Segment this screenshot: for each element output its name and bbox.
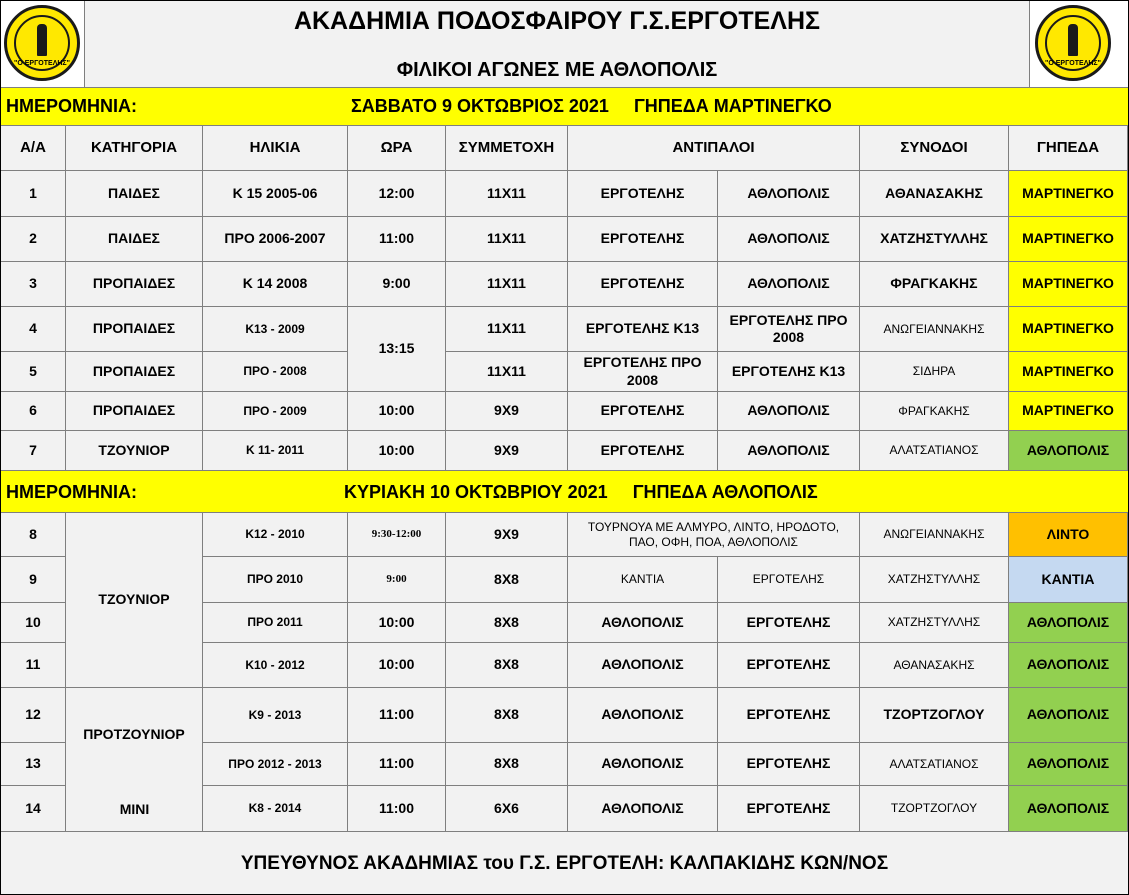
age-cell: ΠΡΟ 2006-2007 [203,217,348,262]
escort-cell: ΤΖΟΡΤΖΟΓΛΟΥ [860,786,1009,832]
column-header: ΗΛΙΚΙΑ [203,126,348,171]
age-cell: Κ 14 2008 [203,262,348,307]
category-cell: ΠΡΟΠΑΙΔΕΣ [66,352,203,392]
opponent-home-cell: ΑΘΛΟΠΟΛΙΣ [568,786,718,832]
escort-cell: ΦΡΑΓΚΑΚΗΣ [860,392,1009,431]
opponent-home-cell: ΑΘΛΟΠΟΛΙΣ [568,743,718,786]
category-cell: ΠΑΙΔΕΣ [66,171,203,217]
time-cell: 9:00 [348,557,446,603]
column-header: ΩΡΑ [348,126,446,171]
time-cell: 11:00 [348,217,446,262]
opponent-away-cell: ΑΘΛΟΠΟΛΙΣ [718,262,860,307]
time-cell: 10:00 [348,643,446,688]
escort-cell: ΑΘΑΝΑΣΑΚΗΣ [860,643,1009,688]
category-cell: ΤΖΟΥΝΙΟΡ [66,431,203,471]
format-cell: 11Χ11 [446,262,568,307]
age-cell: Κ 11- 2011 [203,431,348,471]
row-number: 7 [1,431,66,471]
logo-text: "Ο ΕΡΓΟΤΕΛΗΣ" [1045,60,1101,67]
footer-text: ΥΠΕΥΘΥΝΟΣ ΑΚΑΔΗΜΙΑΣ του Γ.Σ. ΕΡΓΟΤΕΛΗ: ΚΑΛΠΑΚΙΔΗΣ ΚΩΝ/ΝΟΣ [240,853,889,874]
opponent-home-cell: ΕΡΓΟΤΕΛΗΣ [568,262,718,307]
opponent-away-cell: ΕΡΓΟΤΕΛΗΣ Κ13 [718,352,860,392]
time-cell: 10:00 [348,603,446,643]
time-cell: 12:00 [348,171,446,217]
date-value: ΚΥΡΙΑΚΗ 10 ΟΚΤΩΒΡΙΟΥ 2021 ΓΗΠΕΔΑ ΑΘΛΟΠΟΛΙΣ [344,482,818,502]
format-cell: 8Χ8 [446,603,568,643]
row-number: 9 [1,557,66,603]
date-label: ΗΜΕΡΟΜΗΝΙΑ: [6,482,137,502]
opponent-home-cell: ΕΡΓΟΤΕΛΗΣ [568,392,718,431]
logo-right-box [1029,1,1128,88]
field-cell: ΜΑΡΤΙΝΕΓΚΟ [1009,352,1128,392]
field-cell: ΑΘΛΟΠΟΛΙΣ [1009,643,1128,688]
opponent-home-cell: ΕΡΓΟΤΕΛΗΣ [568,431,718,471]
logo-left-box [1,1,85,88]
page-subtitle: ΦΙΛΙΚΟΙ ΑΓΩΝΕΣ ΜΕ ΑΘΛΟΠΟΛΙΣ [396,59,718,81]
field-cell: ΜΑΡΤΙΝΕΓΚΟ [1009,307,1128,352]
time-cell: 10:00 [348,431,446,471]
opponent-away-cell: ΕΡΓΟΤΕΛΗΣ [718,743,860,786]
escort-cell: ΑΝΩΓΕΙΑΝΝΑΚΗΣ [860,307,1009,352]
field-cell: ΑΘΛΟΠΟΛΙΣ [1009,688,1128,743]
age-cell: Κ13 - 2009 [203,307,348,352]
category-label-mini: ΜΙΝΙ [119,801,150,817]
escort-cell: ΧΑΤΖΗΣΤΥΛΛΗΣ [860,557,1009,603]
format-cell: 11Χ11 [446,307,568,352]
opponent-home-cell: ΕΡΓΟΤΕΛΗΣ ΠΡΟ 2008 [568,352,718,392]
row-number: 11 [1,643,66,688]
time-cell: 9:00 [348,262,446,307]
age-cell: ΠΡΟ 2010 [203,557,348,603]
row-number: 5 [1,352,66,392]
column-header: ΑΝΤΙΠΑΛΟΙ [568,126,860,171]
field-cell: ΜΑΡΤΙΝΕΓΚΟ [1009,262,1128,307]
row-number: 6 [1,392,66,431]
row-number: 3 [1,262,66,307]
escort-cell: ΑΘΑΝΑΣΑΚΗΣ [860,171,1009,217]
age-cell: Κ 15 2005-06 [203,171,348,217]
escort-cell: ΦΡΑΓΚΑΚΗΣ [860,262,1009,307]
field-cell: ΜΑΡΤΙΝΕΓΚΟ [1009,392,1128,431]
format-cell: 8Χ8 [446,688,568,743]
opponent-away-cell: ΑΘΛΟΠΟΛΙΣ [718,171,860,217]
escort-cell: ΑΛΑΤΣΑΤΙΑΝΟΣ [860,743,1009,786]
age-cell: Κ12 - 2010 [203,513,348,557]
opponent-home-cell: ΕΡΓΟΤΕΛΗΣ [568,217,718,262]
format-cell: 9Χ9 [446,392,568,431]
row-number: 13 [1,743,66,786]
category-cell: ΠΡΟΤΖΟΥΝΙΟΡ [66,688,203,832]
opponent-away-cell: ΑΘΛΟΠΟΛΙΣ [718,392,860,431]
age-cell: Κ8 - 2014 [203,786,348,832]
opponent-home-cell: ΕΡΓΟΤΕΛΗΣ Κ13 [568,307,718,352]
format-cell: 8Χ8 [446,743,568,786]
field-cell: ΑΘΛΟΠΟΛΙΣ [1009,431,1128,471]
row-number: 10 [1,603,66,643]
opponent-away-cell: ΑΘΛΟΠΟΛΙΣ [718,431,860,471]
format-cell: 9Χ9 [446,431,568,471]
column-header: ΣΥΜΜΕΤΟΧΗ [446,126,568,171]
time-cell: 9:30-12:00 [348,513,446,557]
date-value: ΣΑΒΒΑΤΟ 9 ΟΚΤΩΒΡΙΟΣ 2021 ΓΗΠΕΔΑ ΜΑΡΤΙΝΕΓΚΟ [351,96,832,116]
column-header: ΓΗΠΕΔΑ [1009,126,1128,171]
opponent-away-cell: ΕΡΓΟΤΕΛΗΣ ΠΡΟ 2008 [718,307,860,352]
column-header: ΣΥΝΟΔΟΙ [860,126,1009,171]
column-header: ΚΑΤΗΓΟΡΙΑ [66,126,203,171]
opponent-away-cell: ΕΡΓΟΤΕΛΗΣ [718,688,860,743]
row-number: 1 [1,171,66,217]
age-cell: ΠΡΟ - 2009 [203,392,348,431]
row-number: 2 [1,217,66,262]
age-cell: Κ10 - 2012 [203,643,348,688]
field-cell: ΑΘΛΟΠΟΛΙΣ [1009,743,1128,786]
format-cell: 11Χ11 [446,352,568,392]
opponent-away-cell: ΕΡΓΟΤΕΛΗΣ [718,603,860,643]
field-cell: ΑΘΛΟΠΟΛΙΣ [1009,603,1128,643]
opponent-home-cell: ΚΑΝΤΙΑ [568,557,718,603]
time-cell: 11:00 [348,688,446,743]
age-cell: Κ9 - 2013 [203,688,348,743]
format-cell: 11Χ11 [446,217,568,262]
field-cell: ΚΑΝΤΙΑ [1009,557,1128,603]
page-title: ΑΚΑΔΗΜΙΑ ΠΟΔΟΣΦΑΙΡΟΥ Γ.Σ.ΕΡΓΟΤΕΛΗΣ [293,7,821,35]
logo-text: "Ο ΕΡΓΟΤΕΛΗΣ" [14,60,70,67]
format-cell: 8Χ8 [446,557,568,603]
opponent-away-cell: ΕΡΓΟΤΕΛΗΣ [718,557,860,603]
row-number: 4 [1,307,66,352]
format-cell: 8Χ8 [446,643,568,688]
column-header: Α/Α [1,126,66,171]
club-crest-icon [4,5,80,81]
time-cell: 13:15 [348,307,446,392]
row-number: 8 [1,513,66,557]
escort-cell: ΑΛΑΤΣΑΤΙΑΝΟΣ [860,431,1009,471]
escort-cell: ΤΖΟΡΤΖΟΓΛΟΥ [860,688,1009,743]
field-cell: ΑΘΛΟΠΟΛΙΣ [1009,786,1128,832]
category-cell: ΤΖΟΥΝΙΟΡ [66,513,203,688]
field-cell: ΜΑΡΤΙΝΕΓΚΟ [1009,217,1128,262]
opponent-home-cell: ΑΘΛΟΠΟΛΙΣ [568,688,718,743]
opponent-home-cell: ΕΡΓΟΤΕΛΗΣ [568,171,718,217]
age-cell: ΠΡΟ 2012 - 2013 [203,743,348,786]
category-cell: ΠΡΟΠΑΙΔΕΣ [66,392,203,431]
escort-cell: ΑΝΩΓΕΙΑΝΝΑΚΗΣ [860,513,1009,557]
format-cell: 9Χ9 [446,513,568,557]
opponent-away-cell: ΕΡΓΟΤΕΛΗΣ [718,643,860,688]
format-cell: 11Χ11 [446,171,568,217]
category-cell: ΠΑΙΔΕΣ [66,217,203,262]
opponent-home-cell: ΑΘΛΟΠΟΛΙΣ [568,603,718,643]
escort-cell: ΧΑΤΖΗΣΤΥΛΛΗΣ [860,217,1009,262]
time-cell: 11:00 [348,743,446,786]
field-cell: ΜΑΡΤΙΝΕΓΚΟ [1009,171,1128,217]
row-number: 14 [1,786,66,832]
club-crest-icon [1035,5,1111,81]
category-cell: ΠΡΟΠΑΙΔΕΣ [66,262,203,307]
category-cell: ΠΡΟΠΑΙΔΕΣ [66,307,203,352]
row-number: 12 [1,688,66,743]
opponent-away-cell: ΑΘΛΟΠΟΛΙΣ [718,217,860,262]
format-cell: 6Χ6 [446,786,568,832]
date-label: ΗΜΕΡΟΜΗΝΙΑ: [6,96,137,116]
time-cell: 10:00 [348,392,446,431]
tournament-cell: ΤΟΥΡΝΟΥΑ ΜΕ ΑΛΜΥΡΟ, ΛΙΝΤΟ, ΗΡΟΔΟΤΟ, ΠΑΟ, ΟΦΗ, ΠΟΑ, ΑΘΛΟΠΟΛΙΣ [568,513,860,557]
field-cell: ΛΙΝΤΟ [1009,513,1128,557]
escort-cell: ΣΙΔΗΡΑ [860,352,1009,392]
opponent-home-cell: ΑΘΛΟΠΟΛΙΣ [568,643,718,688]
age-cell: ΠΡΟ 2011 [203,603,348,643]
opponent-away-cell: ΕΡΓΟΤΕΛΗΣ [718,786,860,832]
age-cell: ΠΡΟ - 2008 [203,352,348,392]
escort-cell: ΧΑΤΖΗΣΤΥΛΛΗΣ [860,603,1009,643]
time-cell: 11:00 [348,786,446,832]
